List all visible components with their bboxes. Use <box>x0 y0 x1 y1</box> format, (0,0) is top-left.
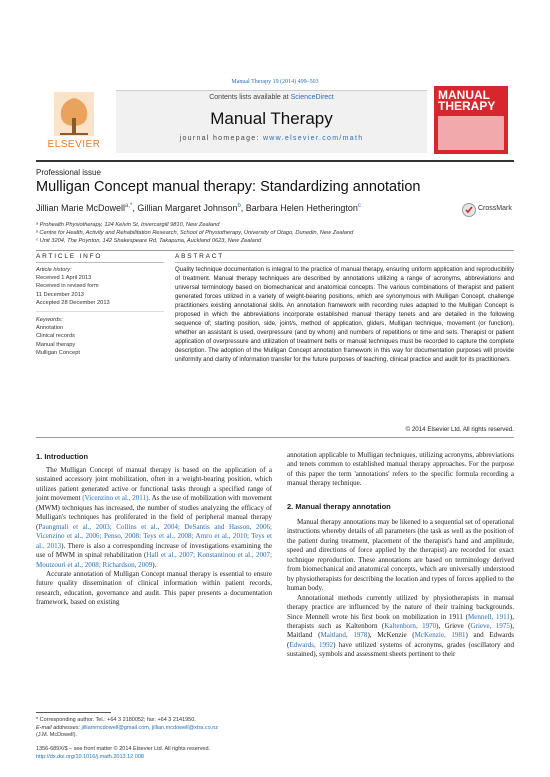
author-2[interactable]: , Gillian Margaret Johnson <box>132 203 238 213</box>
intro-heading: 1. Introduction <box>36 452 89 461</box>
author-3-affil[interactable]: c <box>357 203 361 209</box>
citation-link[interactable]: Hall et al., 2007; Konstantinou et al., 2007; Moutzouri et al., 2008; Richardson, 2009 <box>36 551 273 569</box>
journal-cover <box>434 86 508 154</box>
divider <box>36 250 514 251</box>
author-1[interactable]: Jillian Marie McDowell <box>36 203 126 213</box>
elsevier-logo <box>36 90 112 152</box>
divider <box>36 262 164 263</box>
annotation-heading: 2. Manual therapy annotation <box>287 502 391 511</box>
annotation-intro-paragraph: annotation applicable to Mulligan techniques, utilizing acronyms, abbreviations and tenets common to established manual therapy approaches. For the purpose of this paper the term 'annotations' refers to the specific formula recording a manual therapy technique. <box>287 451 514 488</box>
bottom-info <box>36 746 210 761</box>
author-2-affil[interactable]: b <box>237 203 241 209</box>
crossmark-badge[interactable] <box>462 203 514 217</box>
homepage-line <box>116 135 427 142</box>
homepage-prefix: journal homepage: <box>179 135 263 142</box>
affiliation-c: ᶜ Unit 3204, The Poynton, 142 Shakespeare Rd, Takapuna, Auckland 0623, New Zealand <box>36 238 262 244</box>
citation-link[interactable]: Paungmali et al., 2003; Collins et al., 2004; DeSantis and Hasson, 2006; Vicenzino et al., 2006; Penso, 2008; Teys et al., 2008; Amro et al., 2010; Teys et al., 2013 <box>36 522 272 550</box>
crossmark-label: CrossMark <box>478 205 512 212</box>
email-line: E-mail addresses: jilliammcdowell@gmail.com, jillian.mcdowell@xtra.co.nz <box>36 724 219 731</box>
email-links[interactable]: jilliammcdowell@gmail.com, jillian.mcdowell@xtra.co.nz <box>81 724 219 731</box>
history-revised: Received in revised form <box>36 283 99 290</box>
history-accepted: Accepted 28 December 2013 <box>36 299 110 306</box>
intro-column <box>36 466 272 608</box>
citation-link[interactable]: Mennell, 1911 <box>468 612 510 621</box>
annotation-paragraph-2: Annotational methods currently utilized by physiotherapists in manual therapy practice are influenced by the nature of their training backgrounds. Since Mennell wrote his first book on mobilization in 1911 (Mennell, 1911), therapists such as Kaltenborn (Kaltenborn, 1970), Grieve (Grieve, 1975), Maitland (Maitland, 1978), McKenzie (McKenzie, 1981) and Edwards (Edwards, 1992) have utilized systems of acronyms, grades (oscillatory and sustained), symbols and assessment sheets pertinent to their <box>287 593 515 659</box>
corresponding-author: * Corresponding author. Tel.: +64 3 2180052; fax: +64 3 2141950. <box>36 717 196 723</box>
footnote-rule <box>36 712 111 713</box>
keyword: Clinical records <box>36 333 75 340</box>
history-received: Received 1 April 2013 <box>36 275 92 282</box>
crossmark-icon <box>462 203 476 217</box>
intro-paragraph-1: The Mulligan Concept of manual therapy is based on the application of a sustained accessory joint mobilization, often in a weight-bearing position, which utilizes patient generated active or functional tasks through a specified range of joint movement (Vicenzino et al., 2011). As the use of mobilization with movement (MWM) techniques has increased, the number of studies analyzing the efficacy of Mulligan's techniques has proliferated in the field of peripheral manual therapy (Paungmali et al., 2003; Collins et al., 2004; DeSantis and Hasson, 2006; Vicenzino et al., 2006; Penso, 2008; Teys et al., 2008; Amro et al., 2010; Teys et al., 2013). There is also a corresponding increase of investigations examining the use of MWM in spinal rehabilitation (Hall et al., 2007; Konstantinou et al., 2007; Moutzouri et al., 2008; Richardson, 2009). <box>36 466 273 569</box>
cover-title-line2: THERAPY <box>438 99 496 113</box>
citation-link[interactable]: (Vicenzino et al., 2011) <box>82 494 149 503</box>
journal-header <box>116 90 427 153</box>
paper-title: Mulligan Concept manual therapy: Standardizing annotation <box>36 179 421 195</box>
copyright-notice: © 2014 Elsevier Ltd. All rights reserved. <box>405 426 514 433</box>
keyword: Mulligan Concept <box>36 349 80 356</box>
doi-link[interactable]: http://dx.doi.org/10.1016/j.math.2013.12.008 <box>36 753 144 760</box>
keywords-label: Keywords: <box>36 317 63 323</box>
citation-link[interactable]: McKenzie, 1981 <box>414 631 466 640</box>
footnote <box>36 717 272 740</box>
homepage-link[interactable]: www.elsevier.com/math <box>262 135 364 142</box>
publisher-name: ELSEVIER <box>47 139 101 150</box>
divider <box>175 262 514 263</box>
affiliation-b: ᵇ Centre for Health, Activity and Rehabilitation Research, School of Physiotherapy, University of Otago, Dunedin, New Zealand <box>36 230 354 236</box>
header-rule <box>36 160 514 162</box>
keyword: Annotation <box>36 325 64 332</box>
citation-link[interactable]: Grieve, 1975 <box>470 621 510 630</box>
right-column <box>287 451 514 489</box>
abstract-text: Quality technique documentation is integral to the practice of manual therapy, ensuring uniform application and reproducibility of treatment. Manual therapy techniques are described by annotations utilizing a range of acronyms, abbreviations and universal terminology based on biomechanical and anatomical concepts. The various combinations of therapist and patient generated forces utilized in a variety of weight-bearing positions, which are synonymous with Mulligan Concept, challenge practitioners existing annotational skills. An annotation framework with recording rules adapted to the Mulligan Concept is proposed in which the abbreviations incorporate established manual therapy tenets and are detailed in the following sequence of; starting position, side, joint/s, method of application, glide/s, Mulligan technique, movement (or function), whether an assistant is used, overpressure (and by whom) and numbers of repetitions or time and sets. Therapist or patient application of overpressure and utilization of treatment belts or manual techniques must be recorded to capture the complete description. The adoption of the Mulligan Concept annotation framework in this way for documentation purposes will provide uniformity and clarity of information transfer for the future purposes of teaching, clinical practice and audit for its practitioners. <box>175 266 514 364</box>
abstract-heading: ABSTRACT <box>175 253 225 260</box>
affiliation-a: ᵃ Prohealth Physiotherapy, 124 Kelvin St, Invercargill 9810, New Zealand <box>36 222 220 228</box>
author-3[interactable]: , Barbara Helen Hetherington <box>240 203 358 213</box>
author-list <box>36 203 361 213</box>
citation-link[interactable]: Kaltenborn, 1970 <box>384 621 437 630</box>
author-initials: (J.M. McDowell). <box>36 732 77 738</box>
history-revised-date: 11 December 2013 <box>36 291 84 298</box>
divider <box>36 437 514 438</box>
annotation-paragraph-1: Manual therapy annotations may be likened to a sequential set of operational instructions whereby details of all parameters (the task as well as the position of the patient during treatment, placement of the therapist's hand and amplitude, speed and directions of force applied by the therapist) are recorded for exact technique reproduction. These annotations are based on terminology derived from biomechanical and anatomical concepts, which are universally understood by physiotherapists for describing the location and types of forces applied to the human body. <box>287 518 514 593</box>
divider <box>36 311 164 312</box>
article-history <box>36 266 110 307</box>
keywords <box>36 316 80 357</box>
annotation-column <box>287 518 514 660</box>
issn-line: 1356-689X/$ – see front matter © 2014 Elsevier Ltd. All rights reserved. <box>36 746 211 752</box>
section-label: Professional issue <box>36 168 101 177</box>
journal-title: Manual Therapy <box>210 109 333 128</box>
sciencedirect-link[interactable]: ScienceDirect <box>290 94 334 101</box>
citation-link[interactable]: Maitland, 1978 <box>320 631 368 640</box>
journal-reference[interactable]: Manual Therapy 19 (2014) 499–503 <box>231 79 319 85</box>
history-label: Article history: <box>36 267 72 273</box>
contents-line <box>116 94 427 101</box>
article-info-heading: ARTICLE INFO <box>36 253 103 260</box>
intro-paragraph-2: Accurate annotation of Mulligan Concept manual therapy is essential to ensure future quality dissemination of clinical information within patient records, research, education, governance and audit. This paper presents a documentation framework, based on existing <box>36 569 272 607</box>
author-1-affil[interactable]: a,* <box>125 203 133 209</box>
citation-link[interactable]: Edwards, 1992 <box>289 640 334 649</box>
cover-title-line1: MANUAL <box>438 88 490 102</box>
contents-prefix: Contents lists available at <box>209 94 291 101</box>
keyword: Manual therapy <box>36 341 76 348</box>
